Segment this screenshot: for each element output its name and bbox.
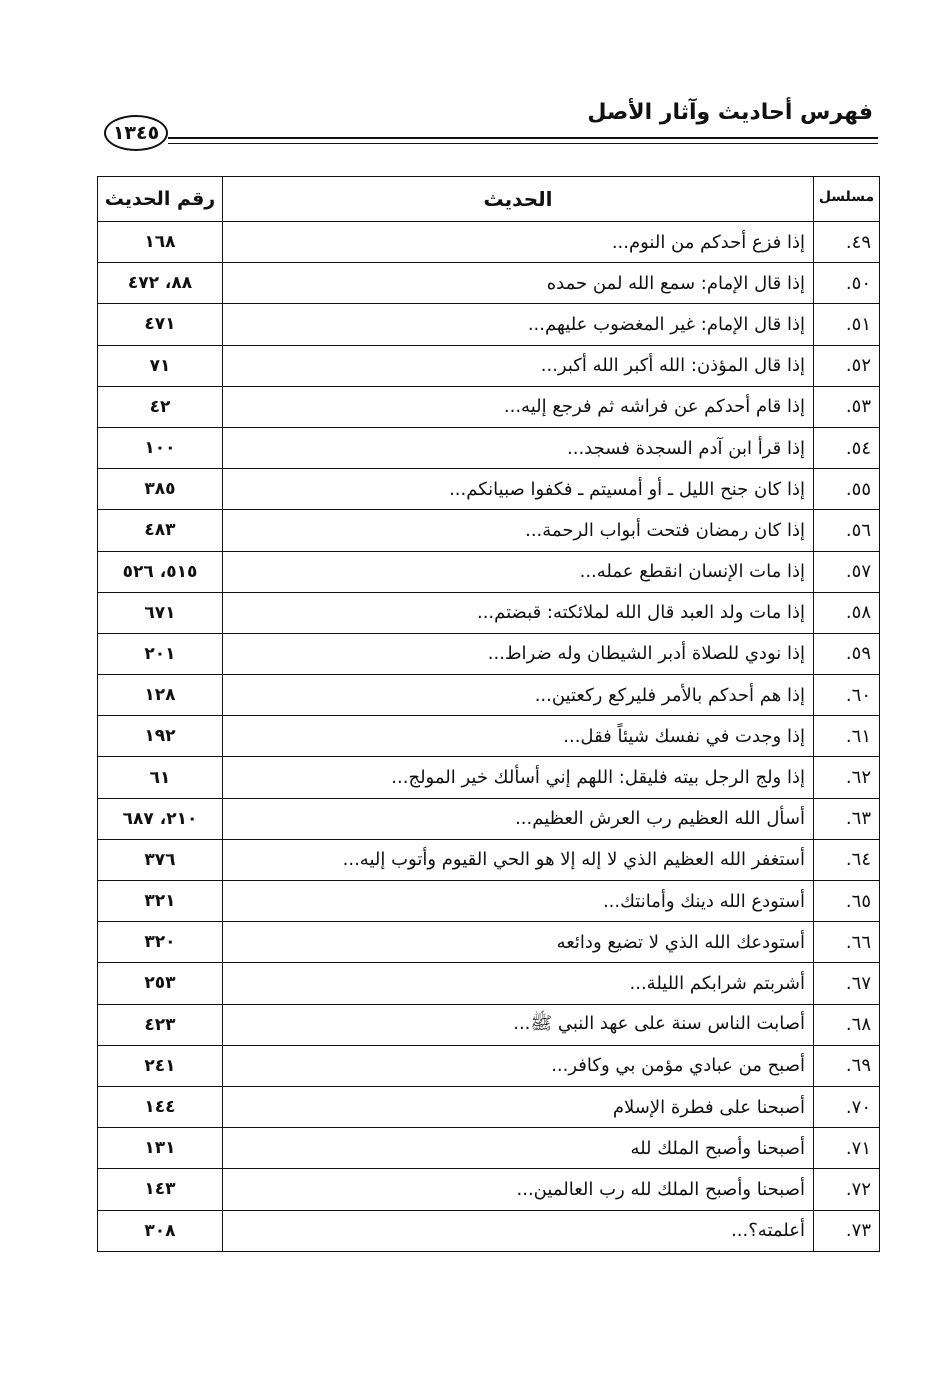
row-hadith-text: إذا مات ولد العبد قال الله لملائكته: قبضتم... bbox=[223, 592, 814, 633]
header-hadith-number: رقم الحديث bbox=[98, 177, 223, 222]
row-hadith-text: أسأل الله العظيم رب العرش العظيم... bbox=[223, 798, 814, 839]
table-row bbox=[98, 345, 880, 386]
row-serial: ٦٠. bbox=[814, 675, 880, 716]
row-hadith-number: ١٩٢ bbox=[98, 716, 223, 757]
row-serial: ٥٥. bbox=[814, 469, 880, 510]
row-hadith-number: ٣٠٨ bbox=[98, 1210, 223, 1251]
table-row bbox=[98, 716, 880, 757]
row-hadith-text: إذا قرأ ابن آدم السجدة فسجد... bbox=[223, 427, 814, 468]
table-row bbox=[98, 922, 880, 963]
row-hadith-text: إذا قال الإمام: سمع الله لمن حمده bbox=[223, 263, 814, 304]
header-rule bbox=[168, 137, 878, 139]
row-hadith-number: ٢٤١ bbox=[98, 1045, 223, 1086]
row-hadith-number: ٧١ bbox=[98, 345, 223, 386]
row-serial: ٦١. bbox=[814, 716, 880, 757]
row-hadith-text: أصبحنا على فطرة الإسلام bbox=[223, 1086, 814, 1127]
row-hadith-number: ٥١٥، ٥٢٦ bbox=[98, 551, 223, 592]
row-hadith-number: ١٠٠ bbox=[98, 427, 223, 468]
table-row bbox=[98, 510, 880, 551]
row-serial: ٦٣. bbox=[814, 798, 880, 839]
row-hadith-number: ١٤٤ bbox=[98, 1086, 223, 1127]
page-number: ١٣٤٥ bbox=[104, 115, 168, 151]
row-hadith-text: إذا ولج الرجل بيته فليقل: اللهم إني أسألك خير المولج... bbox=[223, 757, 814, 798]
row-serial: ٦٢. bbox=[814, 757, 880, 798]
row-hadith-number: ١٤٣ bbox=[98, 1169, 223, 1210]
row-hadith-number: ٣٨٥ bbox=[98, 469, 223, 510]
row-hadith-text: إذا كان رمضان فتحت أبواب الرحمة... bbox=[223, 510, 814, 551]
table-row bbox=[98, 633, 880, 674]
row-hadith-text: أستغفر الله العظيم الذي لا إله إلا هو الحي القيوم وأتوب إليه... bbox=[223, 839, 814, 880]
row-serial: ٥٢. bbox=[814, 345, 880, 386]
row-hadith-text: أصبحنا وأصبح الملك لله رب العالمين... bbox=[223, 1169, 814, 1210]
row-serial: ٧٠. bbox=[814, 1086, 880, 1127]
table-row bbox=[98, 263, 880, 304]
row-hadith-text: إذا قام أحدكم عن فراشه ثم فرجع إليه... bbox=[223, 386, 814, 427]
page-title: فهرس أحاديث وآثار الأصل bbox=[587, 100, 873, 125]
table-row bbox=[98, 427, 880, 468]
row-serial: ٥٠. bbox=[814, 263, 880, 304]
table-row bbox=[98, 1086, 880, 1127]
table-row bbox=[98, 386, 880, 427]
row-hadith-text: أعلمته؟... bbox=[223, 1210, 814, 1251]
row-serial: ٦٩. bbox=[814, 1045, 880, 1086]
row-serial: ٥٩. bbox=[814, 633, 880, 674]
table-row bbox=[98, 1045, 880, 1086]
row-hadith-text: إذا مات الإنسان انقطع عمله... bbox=[223, 551, 814, 592]
row-serial: ٥٧. bbox=[814, 551, 880, 592]
row-serial: ٤٩. bbox=[814, 222, 880, 263]
row-serial: ٧١. bbox=[814, 1128, 880, 1169]
row-hadith-number: ٣٧٦ bbox=[98, 839, 223, 880]
row-hadith-number: ٢٥٣ bbox=[98, 963, 223, 1004]
hadith-index-table bbox=[97, 176, 880, 1252]
row-hadith-number: ٣٢١ bbox=[98, 881, 223, 922]
row-hadith-number: ٢١٠، ٦٨٧ bbox=[98, 798, 223, 839]
header-hadith: الحديث bbox=[223, 177, 814, 222]
row-hadith-text: أصبح من عبادي مؤمن بي وكافر... bbox=[223, 1045, 814, 1086]
table-row bbox=[98, 798, 880, 839]
row-hadith-text: إذا كان جنح الليل ـ أو أمسيتم ـ فكفوا صبيانكم... bbox=[223, 469, 814, 510]
row-hadith-number: ٨٨، ٤٧٢ bbox=[98, 263, 223, 304]
row-hadith-number: ٤٨٣ bbox=[98, 510, 223, 551]
row-hadith-text: أصبحنا وأصبح الملك لله bbox=[223, 1128, 814, 1169]
table-row bbox=[98, 469, 880, 510]
table-row bbox=[98, 757, 880, 798]
row-hadith-number: ٢٠١ bbox=[98, 633, 223, 674]
row-hadith-text: أستودعك الله الذي لا تضيع ودائعه bbox=[223, 922, 814, 963]
row-hadith-number: ٤٢٣ bbox=[98, 1004, 223, 1045]
row-serial: ٧٢. bbox=[814, 1169, 880, 1210]
row-serial: ٥١. bbox=[814, 304, 880, 345]
table-row bbox=[98, 675, 880, 716]
table-row bbox=[98, 304, 880, 345]
row-serial: ٥٤. bbox=[814, 427, 880, 468]
row-serial: ٦٤. bbox=[814, 839, 880, 880]
row-hadith-text: إذا فزع أحدكم من النوم... bbox=[223, 222, 814, 263]
row-serial: ٥٦. bbox=[814, 510, 880, 551]
header-rule-thin bbox=[168, 143, 878, 144]
row-hadith-number: ٤٢ bbox=[98, 386, 223, 427]
row-hadith-text: إذا نودي للصلاة أدبر الشيطان وله ضراط... bbox=[223, 633, 814, 674]
row-serial: ٦٥. bbox=[814, 881, 880, 922]
row-hadith-text: أستودع الله دينك وأمانتك... bbox=[223, 881, 814, 922]
row-serial: ٧٣. bbox=[814, 1210, 880, 1251]
table-row bbox=[98, 551, 880, 592]
table-row bbox=[98, 1004, 880, 1045]
row-hadith-number: ٦٧١ bbox=[98, 592, 223, 633]
row-serial: ٥٨. bbox=[814, 592, 880, 633]
table-row bbox=[98, 592, 880, 633]
row-hadith-number: ٣٢٠ bbox=[98, 922, 223, 963]
table-row bbox=[98, 839, 880, 880]
table-row bbox=[98, 1210, 880, 1251]
row-hadith-number: ١٦٨ bbox=[98, 222, 223, 263]
row-hadith-text: إذا قال الإمام: غير المغضوب عليهم... bbox=[223, 304, 814, 345]
row-hadith-number: ١٣١ bbox=[98, 1128, 223, 1169]
row-hadith-text: أشربتم شرابكم الليلة... bbox=[223, 963, 814, 1004]
row-serial: ٥٣. bbox=[814, 386, 880, 427]
row-hadith-number: ٦١ bbox=[98, 757, 223, 798]
table-header-row bbox=[98, 177, 880, 222]
table-row bbox=[98, 1169, 880, 1210]
table-row bbox=[98, 222, 880, 263]
row-hadith-number: ١٢٨ bbox=[98, 675, 223, 716]
row-hadith-text: إذا قال المؤذن: الله أكبر الله أكبر... bbox=[223, 345, 814, 386]
row-hadith-text: إذا وجدت في نفسك شيئاً فقل... bbox=[223, 716, 814, 757]
table-body bbox=[98, 222, 880, 1252]
row-hadith-number: ٤٧١ bbox=[98, 304, 223, 345]
row-serial: ٦٨. bbox=[814, 1004, 880, 1045]
row-hadith-text: أصابت الناس سنة على عهد النبي ﷺ... bbox=[223, 1004, 814, 1045]
row-serial: ٦٧. bbox=[814, 963, 880, 1004]
table-row bbox=[98, 881, 880, 922]
row-serial: ٦٦. bbox=[814, 922, 880, 963]
table-row bbox=[98, 963, 880, 1004]
table-row bbox=[98, 1128, 880, 1169]
row-hadith-text: إذا هم أحدكم بالأمر فليركع ركعتين... bbox=[223, 675, 814, 716]
header-serial: مسلسل bbox=[814, 177, 880, 222]
